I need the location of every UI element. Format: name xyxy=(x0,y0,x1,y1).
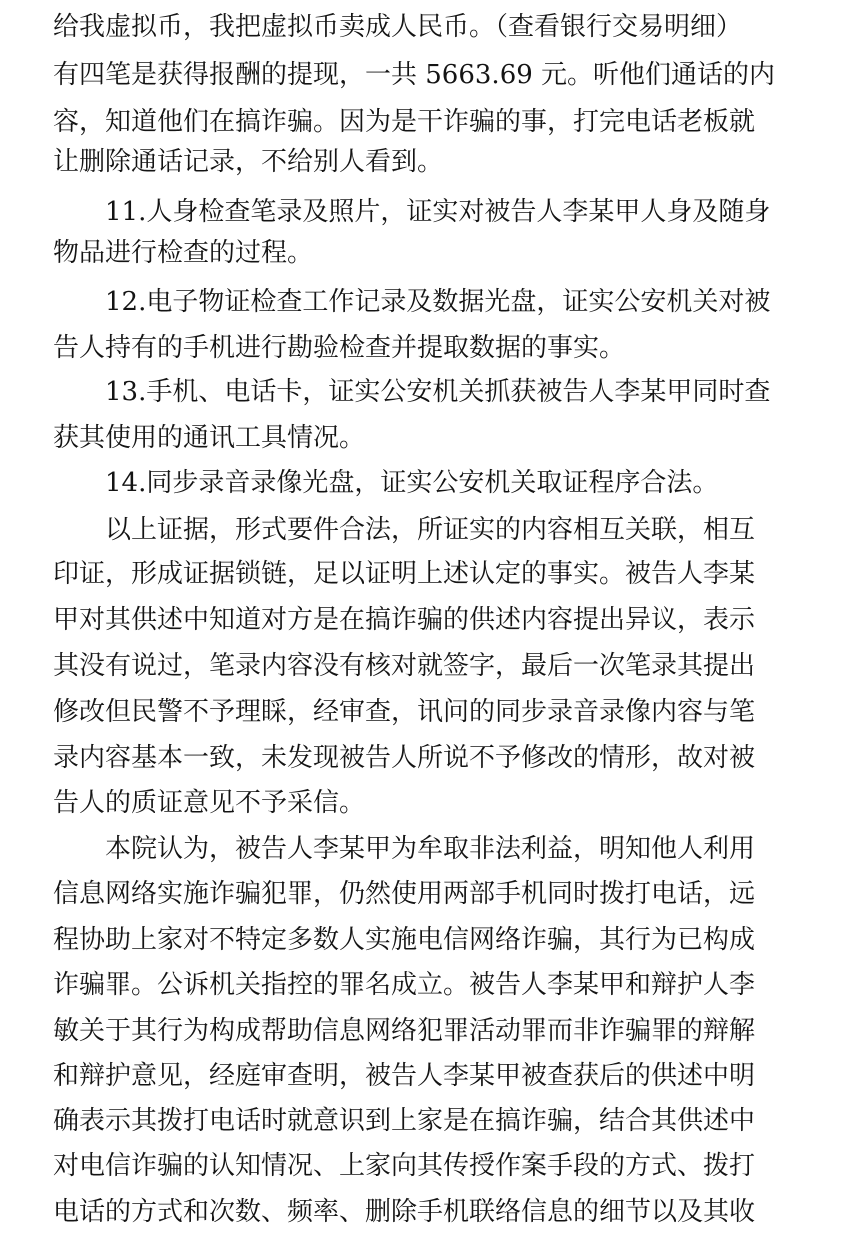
text-line: 诈骗罪。公诉机关指控的罪名成立。被告人李某甲和辩护人李 xyxy=(53,970,756,1000)
text-line: 容，知道他们在搞诈骗。因为是干诈骗的事，打完电话老板就 xyxy=(53,107,756,137)
text-line: 录内容基本一致，未发现被告人所说不予修改的情形，故对被 xyxy=(53,743,756,773)
text-line: 敏关于其行为构成帮助信息网络犯罪活动罪而非诈骗罪的辩解 xyxy=(53,1016,756,1046)
text-line: 告人的质证意见不予采信。 xyxy=(53,788,366,818)
text-line: 12.电子物证检查工作记录及数据光盘，证实公安机关对被 xyxy=(105,287,771,317)
text-line: 11.人身检查笔录及照片，证实对被告人李某甲人身及随身 xyxy=(105,197,771,227)
text-line: 获其使用的通讯工具情况。 xyxy=(53,423,366,453)
text-line: 本院认为，被告人李某甲为牟取非法利益，明知他人利用 xyxy=(105,834,756,864)
text-line: 给我虚拟币，我把虚拟币卖成人民币。（查看银行交易明细） xyxy=(53,12,743,42)
text-line: 印证，形成证据锁链，足以证明上述认定的事实。被告人李某 xyxy=(53,559,756,589)
text-line: 以上证据，形式要件合法，所证实的内容相互关联，相互 xyxy=(105,515,756,545)
text-line: 确表示其拨打电话时就意识到上家是在搞诈骗，结合其供述中 xyxy=(53,1106,756,1136)
text-line: 有四笔是获得报酬的提现，一共 5663.69 元。听他们通话的内 xyxy=(53,60,776,90)
text-line: 和辩护意见，经庭审查明，被告人李某甲被查获后的供述中明 xyxy=(53,1061,756,1091)
text-line: 14.同步录音录像光盘，证实公安机关取证程序合法。 xyxy=(105,468,719,498)
text-line: 信息网络实施诈骗犯罪，仍然使用两部手机同时拨打电话，远 xyxy=(53,879,756,909)
text-line: 让删除通话记录，不给别人看到。 xyxy=(53,147,444,177)
text-line: 告人持有的手机进行勘验检查并提取数据的事实。 xyxy=(53,333,626,363)
text-line: 其没有说过，笔录内容没有核对就签字，最后一次笔录其提出 xyxy=(53,651,756,681)
text-line: 物品进行检查的过程。 xyxy=(53,238,314,268)
text-line: 修改但民警不予理睬，经审查，讯问的同步录音录像内容与笔 xyxy=(53,697,756,727)
text-line: 对电信诈骗的认知情况、上家向其传授作案手段的方式、拨打 xyxy=(53,1151,756,1181)
text-line: 程协助上家对不特定多数人实施电信网络诈骗，其行为已构成 xyxy=(53,925,756,955)
text-line: 电话的方式和次数、频率、删除手机联络信息的细节以及其收 xyxy=(53,1197,756,1227)
text-line: 甲对其供述中知道对方是在搞诈骗的供述内容提出异议，表示 xyxy=(53,605,756,635)
text-line: 13.手机、电话卡，证实公安机关抓获被告人李某甲同时查 xyxy=(105,377,771,407)
